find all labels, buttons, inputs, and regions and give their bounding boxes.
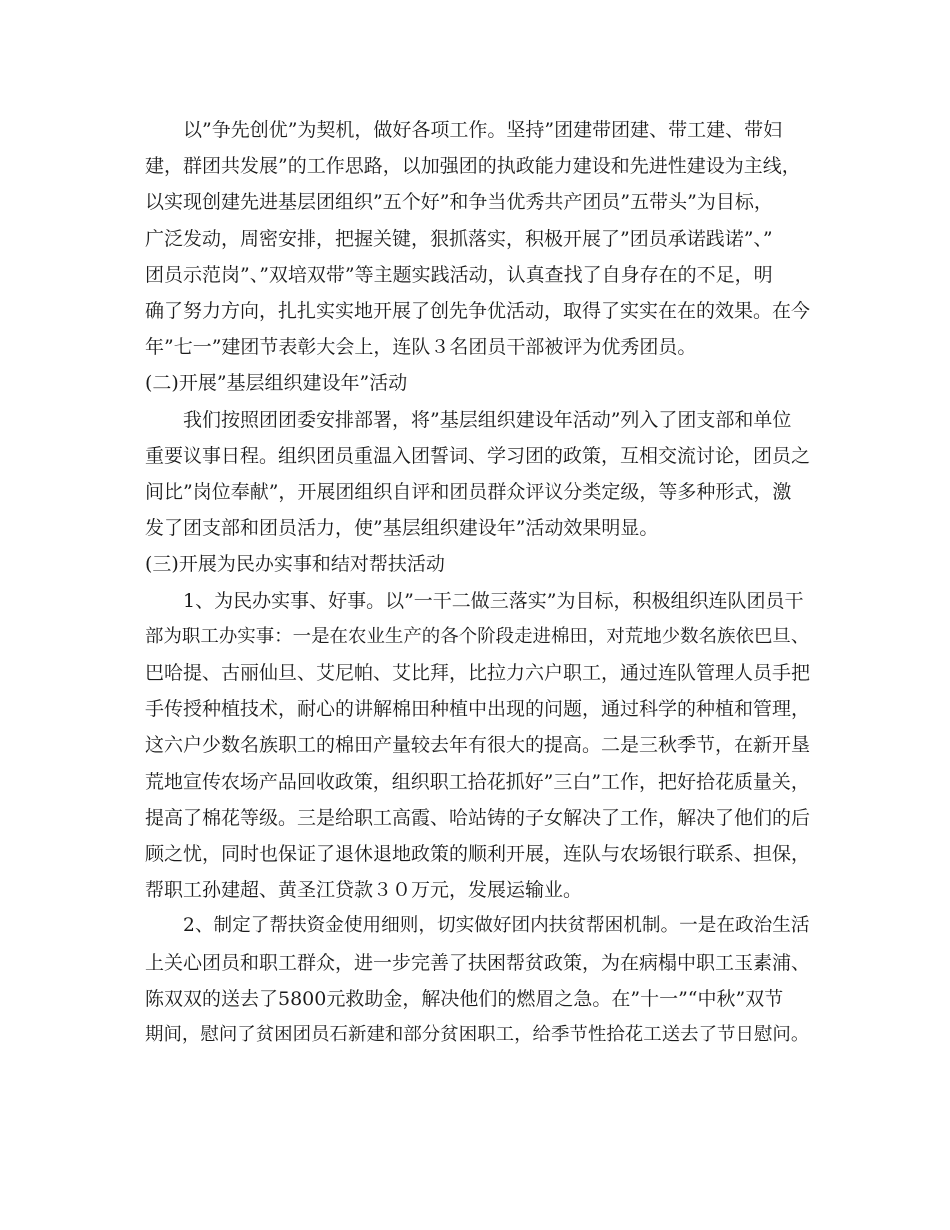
text-line: 上关心团员和职工群众，进一步完善了扶困帮贫政策，为在病榻中职工玉素浦、 [145, 951, 811, 974]
body-paragraph [145, 402, 810, 547]
text-line: 荒地宣传农场产品回收政策，组织职工拾花抓好”三白”工作，把好拾花质量关， [145, 770, 810, 793]
text-line: 重要议事日程。组织团员重温入团誓词、学习团的政策，互相交流讨论，团员之 [145, 444, 811, 467]
text-line: 2、制定了帮扶资金使用细则，切实做好团内扶贫帮困机制。一是在政治生活 [183, 915, 810, 937]
document-page [145, 112, 810, 1053]
text-line: 期间，慰问了贫困团员石新建和部分贫困职工，给季节性拾花工送去了节日慰问。 [145, 1024, 810, 1046]
text-line: 确了努力方向，扎扎实实地开展了创先争优活动，取得了实实在在的效果。在今 [145, 300, 811, 323]
text-line: 顾之忧，同时也保证了退休退地政策的顺利开展，连队与农场银行联系、担保， [145, 843, 811, 866]
text-line: 这六户少数名族职工的棉田产量较去年有很大的提高。二是三秋季节，在新开垦 [145, 734, 811, 757]
text-line: 以实现创建先进基层团组织”五个好”和争当优秀共产团员”五带头”为目标， [145, 191, 773, 214]
text-line: 1、为民办实事、好事。以”一干二做三落实”为目标，积极组织连队团员干 [183, 589, 804, 612]
text-line: 提高了棉花等级。三是给职工高霞、哈站铸的子女解决了工作，解决了他们的后 [145, 806, 811, 829]
text-line: 年”七一”建团节表彰大会上，连队３名团员干部被评为优秀团员。 [145, 336, 697, 359]
text-line: 帮职工孙建超、黄圣江贷款３０万元，发展运输业。 [145, 879, 583, 902]
text-line: 团员示范岗”、”双培双带”等主题实践活动，认真查找了自身存在的不足，明 [145, 263, 773, 286]
text-line: 部为职工办实事：一是在农业生产的各个阶段走进棉田，对荒地少数名族依巴旦、 [145, 625, 810, 647]
text-line: 我们按照团团委安排部署，将”基层组织建设年活动”列入了团支部和单位 [183, 408, 792, 431]
heading-text: (三)开展为民办实事和结对帮扶活动 [145, 553, 445, 576]
text-line: 以”争先创优”为契机，做好各项工作。坚持”团建带团建、带工建、带妇 [183, 119, 783, 141]
text-line: 手传授种植技术，耐心的讲解棉田种植中出现的问题，通过科学的种植和管理， [145, 698, 811, 721]
section-heading [145, 365, 810, 401]
heading-text: (二)开展”基层组织建设年”活动 [145, 372, 408, 395]
body-paragraph [145, 112, 810, 365]
text-line: 建，群团共发展”的工作思路，以加强团的执政能力建设和先进性建设为主线， [145, 155, 801, 178]
text-line: 陈双双的送去了5800元救助金，解决他们的燃眉之急。在”十一”“中秋”双节 [145, 987, 784, 1010]
body-paragraph [145, 583, 810, 909]
section-heading [145, 546, 810, 582]
text-line: 广泛发动，周密安排，把握关键，狠抓落实，积极开展了”团员承诺践诺”、” [145, 227, 773, 250]
text-line: 间比”岗位奉献”，开展团组织自评和团员群众评议分类定级，等多种形式，激 [145, 481, 792, 504]
text-line: 巴哈提、古丽仙旦、艾尼帕、艾比拜，比拉力六户职工，通过连队管理人员手把 [145, 662, 811, 685]
body-paragraph [145, 908, 810, 1053]
text-line: 发了团支部和团员活力，使”基层组织建设年”活动效果明显。 [145, 517, 659, 540]
